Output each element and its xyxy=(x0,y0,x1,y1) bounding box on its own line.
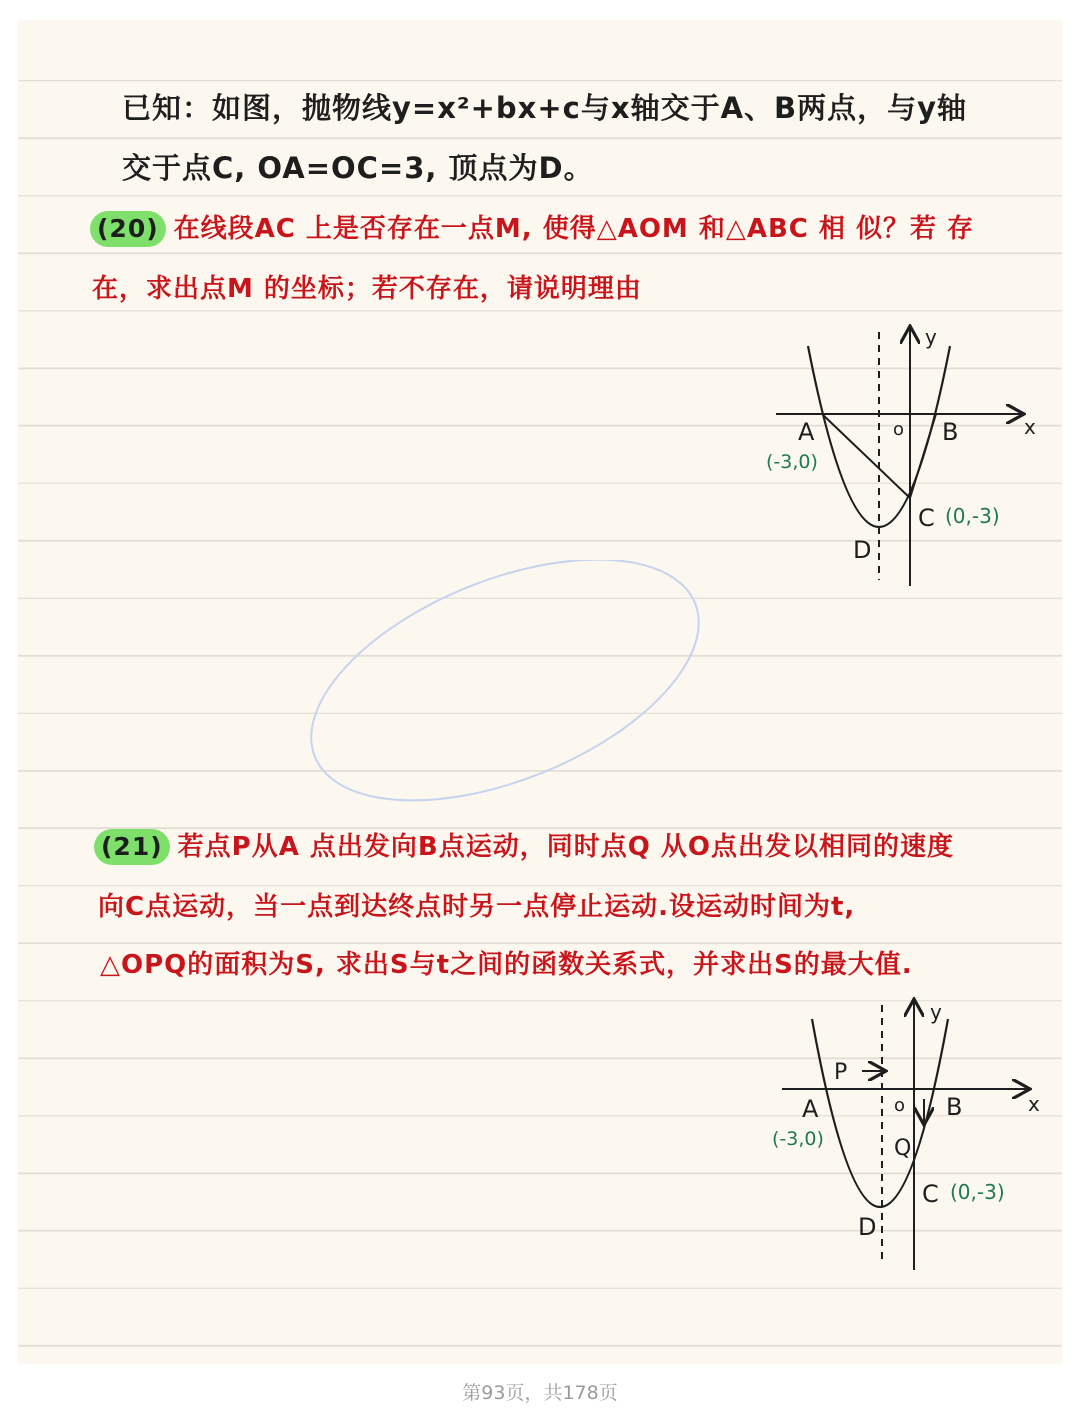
y-axis-label: y xyxy=(925,325,937,349)
parabola-graph-2 xyxy=(766,995,1056,1280)
q21-line-3: △OPQ的面积为S, 求出S与t之间的函数关系式，并求出S的最大值. xyxy=(100,950,913,980)
q20-number-badge: (20) xyxy=(90,211,166,247)
point-d-label: D xyxy=(853,536,872,564)
intro-line-2: 交于点C, OA=OC=3, 顶点为D。 xyxy=(122,151,594,185)
intro-line-1: 已知：如图，抛物线y=x²+bx+c与x轴交于A、B两点，与y轴 xyxy=(122,91,968,125)
q21-text-1: 若点P从A 点出发向B点运动，同时点Q 从O点出发以相同的速度 xyxy=(177,832,954,862)
point-q-label: Q xyxy=(894,1136,912,1161)
point-a-label: A xyxy=(798,418,815,446)
point-d-label: D xyxy=(858,1213,877,1241)
point-a-label: A xyxy=(802,1095,819,1123)
parabola-curve xyxy=(812,1019,948,1207)
point-c-label: C xyxy=(918,504,935,532)
segment-bc xyxy=(910,414,936,498)
q20-line-1 xyxy=(90,208,974,247)
point-b-label: B xyxy=(946,1093,963,1121)
point-c-coord: (0,-3) xyxy=(950,1180,1005,1204)
x-axis-label: x xyxy=(1024,415,1036,439)
point-a-coord: (-3,0) xyxy=(772,1128,824,1150)
parabola-graph-1 xyxy=(760,318,1050,593)
point-c-coord: (0,-3) xyxy=(945,504,1000,528)
origin-label: o xyxy=(894,1095,906,1116)
sketch-ellipse xyxy=(300,560,720,810)
x-axis-label: x xyxy=(1028,1092,1040,1116)
origin-label: o xyxy=(893,419,905,440)
point-a-coord: (-3,0) xyxy=(766,451,818,473)
q20-line-2: 在，求出点M 的坐标；若不存在，请说明理由 xyxy=(92,274,642,304)
q20-text-1: 在线段AC 上是否存在一点M, 使得△AOM 和△ABC 相 似？若 存 xyxy=(173,214,975,244)
page-footer: 第93页，共178页 xyxy=(462,1382,618,1404)
y-axis-label: y xyxy=(930,1000,942,1024)
point-b-label: B xyxy=(942,418,959,446)
point-p-label: P xyxy=(834,1060,848,1085)
q21-line-2: 向C点运动，当一点到达终点时另一点停止运动.设运动时间为t, xyxy=(98,892,856,922)
q21-number-badge: (21) xyxy=(94,829,170,865)
q21-line-1 xyxy=(94,826,954,865)
point-c-label: C xyxy=(922,1180,939,1208)
